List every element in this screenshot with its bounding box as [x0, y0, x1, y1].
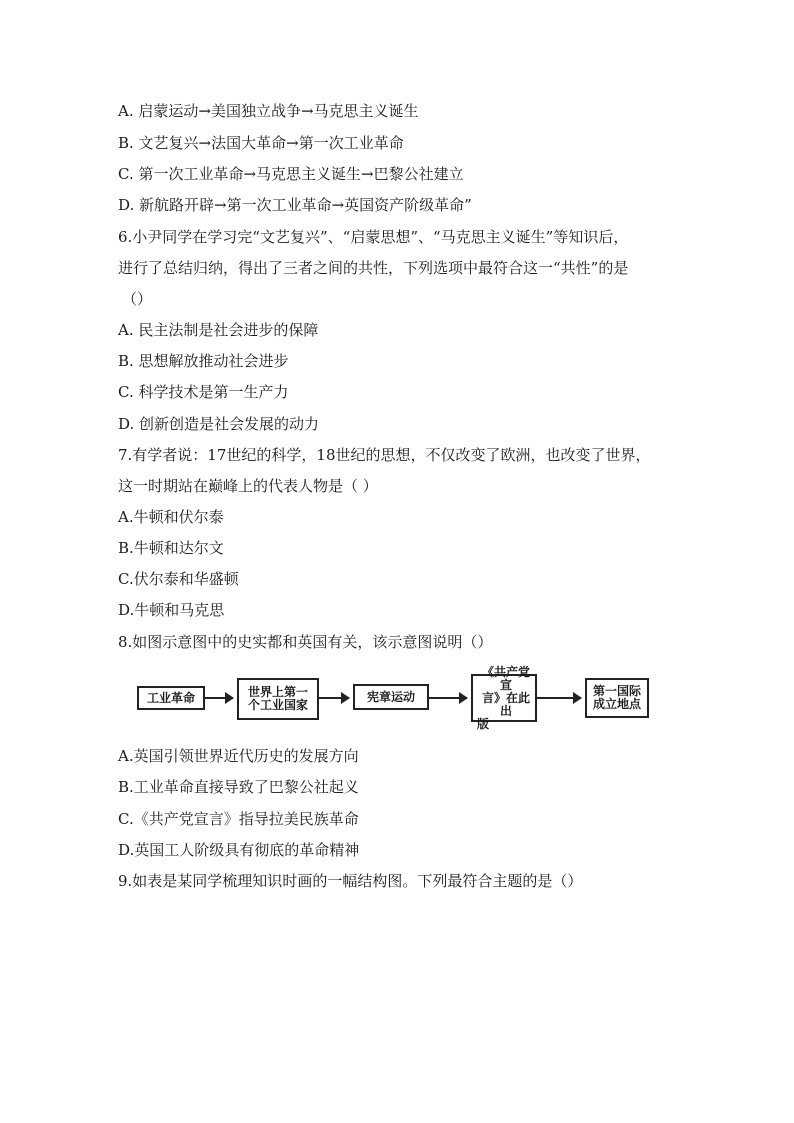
q7-stem-line-1: 7.有学者说：17世纪的科学，18世纪的思想，不仅改变了欧洲，也改变了世界，: [118, 446, 651, 464]
flow-box-3-label: 宪章运动: [366, 689, 415, 704]
q6-option-a: A. 民主法制是社会进步的保障: [118, 321, 319, 339]
flow-box-first-international: [585, 678, 649, 718]
q9-stem: 9.如表是某同学梳理知识时画的一幅结构图。下列最符合主题的是（）: [118, 872, 583, 890]
flow-arrow-1: [205, 697, 233, 699]
flow-box-5-line-1: 第一国际: [592, 684, 641, 698]
q8-option-a: A.英国引领世界近代历史的发展方向: [118, 747, 359, 765]
q8-option-b: B.工业革命直接导致了巴黎公社起义: [118, 778, 359, 796]
flow-box-4-line-2: 言》在此出: [481, 690, 530, 718]
q7-option-c: C.伏尔泰和华盛顿: [118, 570, 239, 588]
q8-option-c: C.《共产党宣言》指导拉美民族革命: [118, 810, 359, 828]
flow-arrow-3: [429, 697, 467, 699]
q5-option-d: D. 新航路开辟→第一次工业革命→英国资产阶级革命”: [118, 196, 472, 214]
q5-option-c: C. 第一次工业革命→马克思主义诞生→巴黎公社建立: [118, 165, 464, 183]
q7-stem-line-2: 这一时期站在巅峰上的代表人物是（ ）: [118, 477, 378, 495]
q8-stem: 8.如图示意图中的史实都和英国有关，该示意图说明（）: [118, 633, 493, 651]
q8-option-d: D.英国工人阶级具有彻底的革命精神: [118, 841, 360, 859]
flow-arrow-4: [537, 697, 581, 699]
q5-option-b: B. 文艺复兴→法国大革命→第一次工业革命: [118, 134, 404, 152]
flow-box-4-line-1: 《共产党宣: [481, 664, 530, 692]
flow-box-first-industrial-nation: [237, 678, 319, 720]
q6-option-b: B. 思想解放推动社会进步: [118, 352, 289, 370]
q7-option-a: A.牛顿和伏尔泰: [118, 508, 224, 526]
q7-option-d: D.牛顿和马克思: [118, 601, 225, 619]
q6-option-d: D. 创新创造是社会发展的动力: [118, 415, 320, 433]
flow-box-5-line-2: 成立地点: [592, 697, 641, 711]
flow-box-communist-manifesto: [471, 664, 537, 731]
flow-box-2-line-2: 个工业国家: [247, 698, 308, 712]
q6-option-c: C. 科学技术是第一生产力: [118, 383, 289, 401]
q6-stem-line-1: 6.小尹同学在学习完“文艺复兴”、“启蒙思想”、“马克思主义诞生”等知识后，: [118, 228, 629, 246]
flow-box-4-line-3: 版: [477, 716, 490, 731]
q8-flow-diagram: [133, 664, 641, 731]
flow-box-industrial-revolution: [137, 686, 205, 710]
q6-stem-line-3: （）: [122, 290, 153, 308]
q6-stem-line-2: 进行了总结归纳，得出了三者之间的共性，下列选项中最符合这一“共性”的是: [118, 259, 629, 277]
flow-box-1-label: 工业革命: [146, 690, 195, 705]
flow-box-chartist-movement: [353, 684, 429, 710]
q7-option-b: B.牛顿和达尔文: [118, 539, 224, 557]
flow-box-2-line-1: 世界上第一: [247, 685, 308, 699]
q5-option-a: A. 启蒙运动→美国独立战争→马克思主义诞生: [118, 102, 419, 120]
flow-arrow-2: [319, 697, 349, 699]
